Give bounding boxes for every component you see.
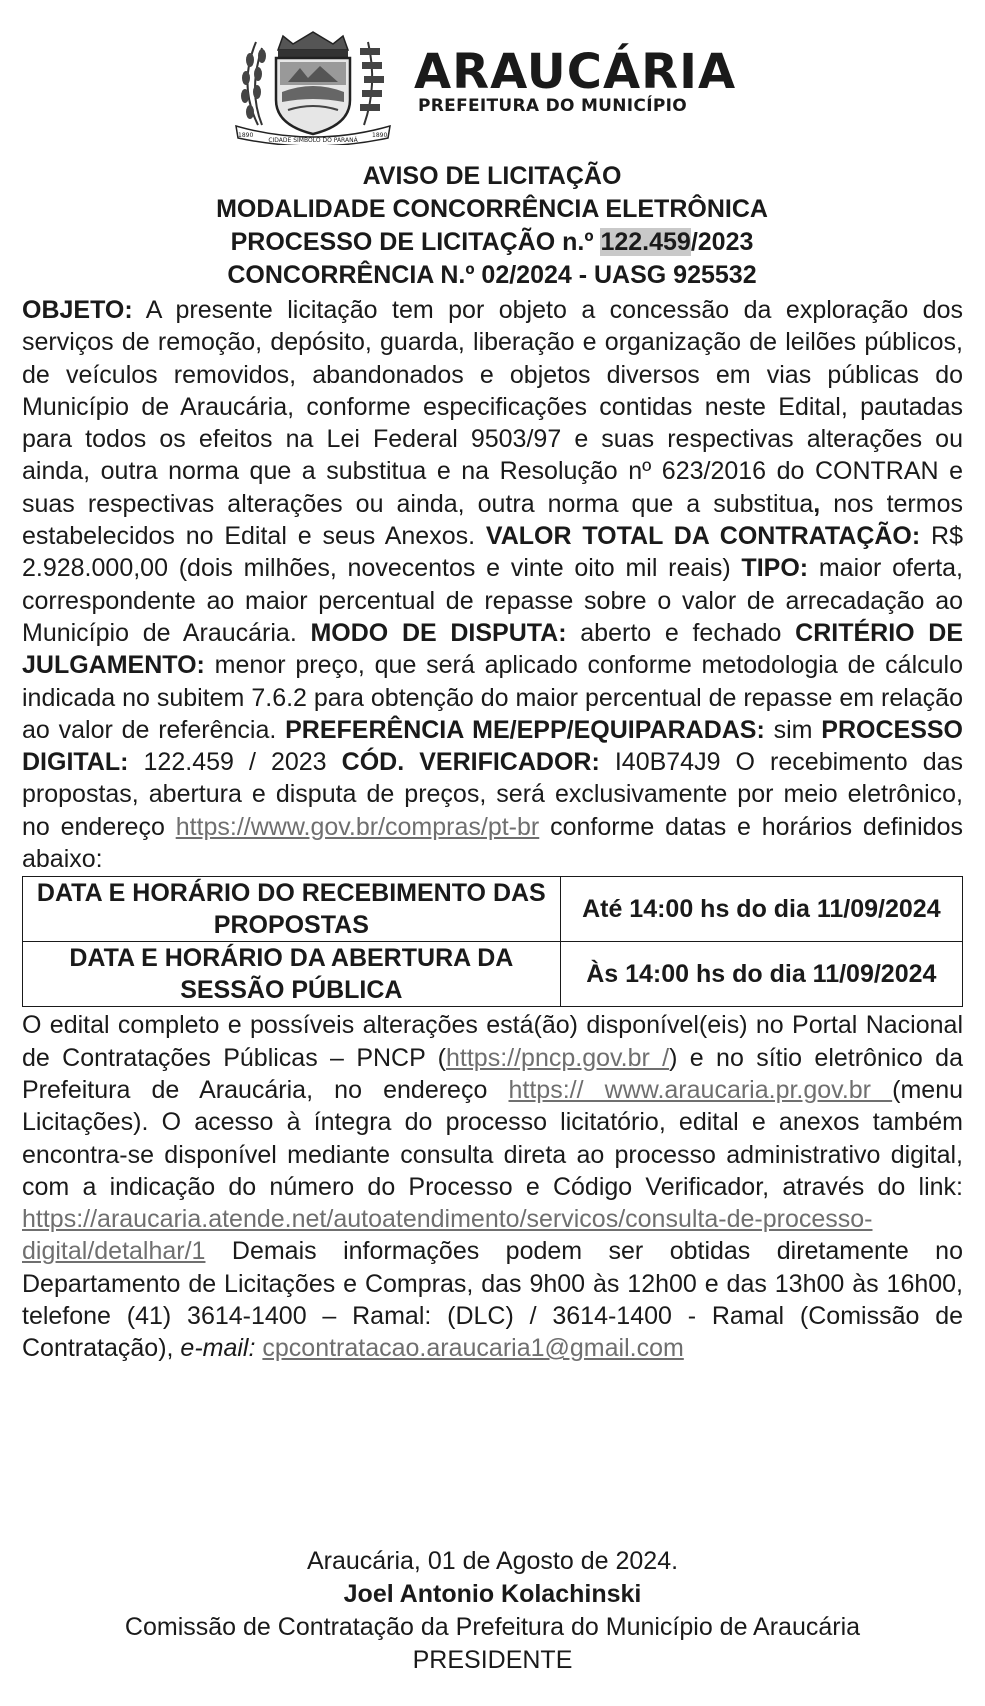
notice-body xyxy=(22,294,963,1365)
verifier-code-label: CÓD. VERIFICADOR: xyxy=(341,748,600,777)
preference-label: PREFERÊNCIA ME/EPP/EQUIPARADAS: xyxy=(285,715,765,744)
atende-process-link[interactable]: https://araucaria.atende.net/autoatendimento/servicos/consulta-de-processo-digital/detalhar/1 xyxy=(22,1205,873,1266)
site-intro-text: ) e no sítio eletrônico da Prefeitura de Araucária, no endereço xyxy=(22,1043,963,1104)
object-text: A presente licitação tem por objeto a concessão da exploração dos serviços de remoção, depósito, guarda, liberação e organização de leilões públicos, de veículos removidos, abandonados e objetos diversos em vias públicas do Município de Araucária, conforme especificações contidas neste Edital, pautadas para todos os efeitos na Lei Federal 9503/97 e suas respectivas alterações ou ainda, outra norma que a substitua e na Resolução nº 623/2016 do CONTRAN e suas respectivas alterações ou ainda, outra norma que a substitua xyxy=(22,296,963,518)
highlighted-process-number: 122.459 xyxy=(600,228,691,256)
signer-name: Joel Antonio Kolachinski xyxy=(343,1580,642,1608)
judgment-criterion-label: CRITÉRIO DE JULGAMENTO: xyxy=(22,618,964,680)
total-value-text: R$ 2.928.000,00 (dois milhões, novecentos e vinte oito mil reais) xyxy=(22,522,963,583)
crest-year-left: 1890 xyxy=(238,132,254,139)
contact-info-text: Demais informações podem ser obtidas diretamente no Departamento de Licitações e Compras, das 9h00 às 12h00 e das 13h00 às 16h00, telefone (41) 3614-1400 – Ramal: (DLC) / 3614-1400 - Ramal (Comissão de Contratação), xyxy=(22,1237,963,1363)
email-link[interactable]: cpcontratacao.araucaria1@gmail.com xyxy=(262,1334,684,1363)
process-access-text: (menu Licitações). O acesso à íntegra do processo licitatório, edital e anexos também encontra-se disponível mediante consulta direta ao processo administrativo digital, com a indicação do número do Processo e Código Verificador, através do link: xyxy=(22,1075,964,1201)
compras-link[interactable]: https://www.gov.br/compras/pt-br xyxy=(175,812,540,841)
signature-block xyxy=(22,1545,963,1677)
modality-title: MODALIDADE CONCORRÊNCIA ELETRÔNICA xyxy=(216,195,768,223)
table-row xyxy=(23,877,963,942)
pncp-intro-text: O edital completo e possíveis alterações está(ão) disponível(eis) no Portal Nacional de Contratações Públicas – PNCP ( xyxy=(22,1011,963,1072)
signer-organization: Comissão de Contratação da Prefeitura do Município de Araucária xyxy=(124,1613,861,1641)
process-prefix: PROCESSO DE LICITAÇÃO n.º xyxy=(230,228,601,256)
crest-motto: CIDADE SÍMBOLO DO PARANÁ xyxy=(268,137,358,144)
type-text: maior oferta, correspondente ao maior percentual de repasse sobre o valor de arrecadação ao Município de Araucária. xyxy=(22,554,963,647)
city-name: ARAUCÁRIA xyxy=(414,44,737,100)
judgment-criterion-text: menor preço, que será aplicado conforme metodologia de cálculo indicada no subitem 7.6.2 para obtenção do maior percentual de repasse em relação ao valor de referência. xyxy=(22,651,963,744)
email-label: e-mail: xyxy=(180,1334,256,1363)
city-hall-subtitle: PREFEITURA DO MUNICÍPIO xyxy=(418,96,687,116)
schedule-table xyxy=(22,876,963,1007)
verifier-code-text: I40B74J9 O recebimento das propostas, abertura e disputa de preços, será exclusivamente por meio eletrônico, no endereço xyxy=(22,748,964,841)
schedule-label-cell: DATA E HORÁRIO DA ABERTURA DA SESSÃO PÚBLICA xyxy=(23,942,561,1007)
schedule-value-cell: Até 14:00 hs do dia 11/09/2024 xyxy=(560,877,962,942)
edital-info-paragraph xyxy=(22,1009,963,1364)
notice-title: AVISO DE LICITAÇÃO xyxy=(362,162,622,190)
signer-role: PRESIDENTE xyxy=(412,1646,573,1674)
digital-process-text: 122.459 / 2023 xyxy=(128,748,342,777)
table-row xyxy=(23,942,963,1007)
type-label: TIPO: xyxy=(741,554,809,583)
digital-process-label: PROCESSO DIGITAL: xyxy=(22,715,963,777)
object-paragraph xyxy=(22,294,963,875)
crest-year-right: 1890 xyxy=(372,132,388,139)
araucaria-site-link[interactable]: https:// www.araucaria.pr.gov.br xyxy=(508,1075,893,1104)
municipal-coat-of-arms-icon xyxy=(228,30,398,145)
notice-title-block xyxy=(22,160,962,292)
dispute-mode-label: MODO DE DISPUTA: xyxy=(310,618,567,647)
place-date: Araucária, 01 de Agosto de 2024. xyxy=(306,1547,679,1575)
schedule-label-cell: DATA E HORÁRIO DO RECEBIMENTO DAS PROPOSTAS xyxy=(23,877,561,942)
preference-text: sim xyxy=(764,715,822,744)
schedule-value-cell: Às 14:00 hs do dia 11/09/2024 xyxy=(560,942,962,1007)
object-text-end: nos termos estabelecidos no Edital e seus Anexos. xyxy=(22,489,963,551)
object-comma: , xyxy=(813,489,821,518)
object-label: OBJETO: xyxy=(22,296,133,324)
process-title xyxy=(22,226,962,259)
total-value-label: VALOR TOTAL DA CONTRATAÇÃO: xyxy=(485,522,921,551)
pncp-link[interactable]: https://pncp.gov.br / xyxy=(446,1043,670,1072)
dispute-mode-text: aberto e fechado xyxy=(566,618,796,647)
letterhead xyxy=(228,30,768,150)
schedule-intro-text: conforme datas e horários definidos abaixo: xyxy=(22,812,963,874)
process-year: /2023 xyxy=(690,228,754,256)
competition-title: CONCORRÊNCIA N.º 02/2024 - UASG 925532 xyxy=(227,261,757,289)
